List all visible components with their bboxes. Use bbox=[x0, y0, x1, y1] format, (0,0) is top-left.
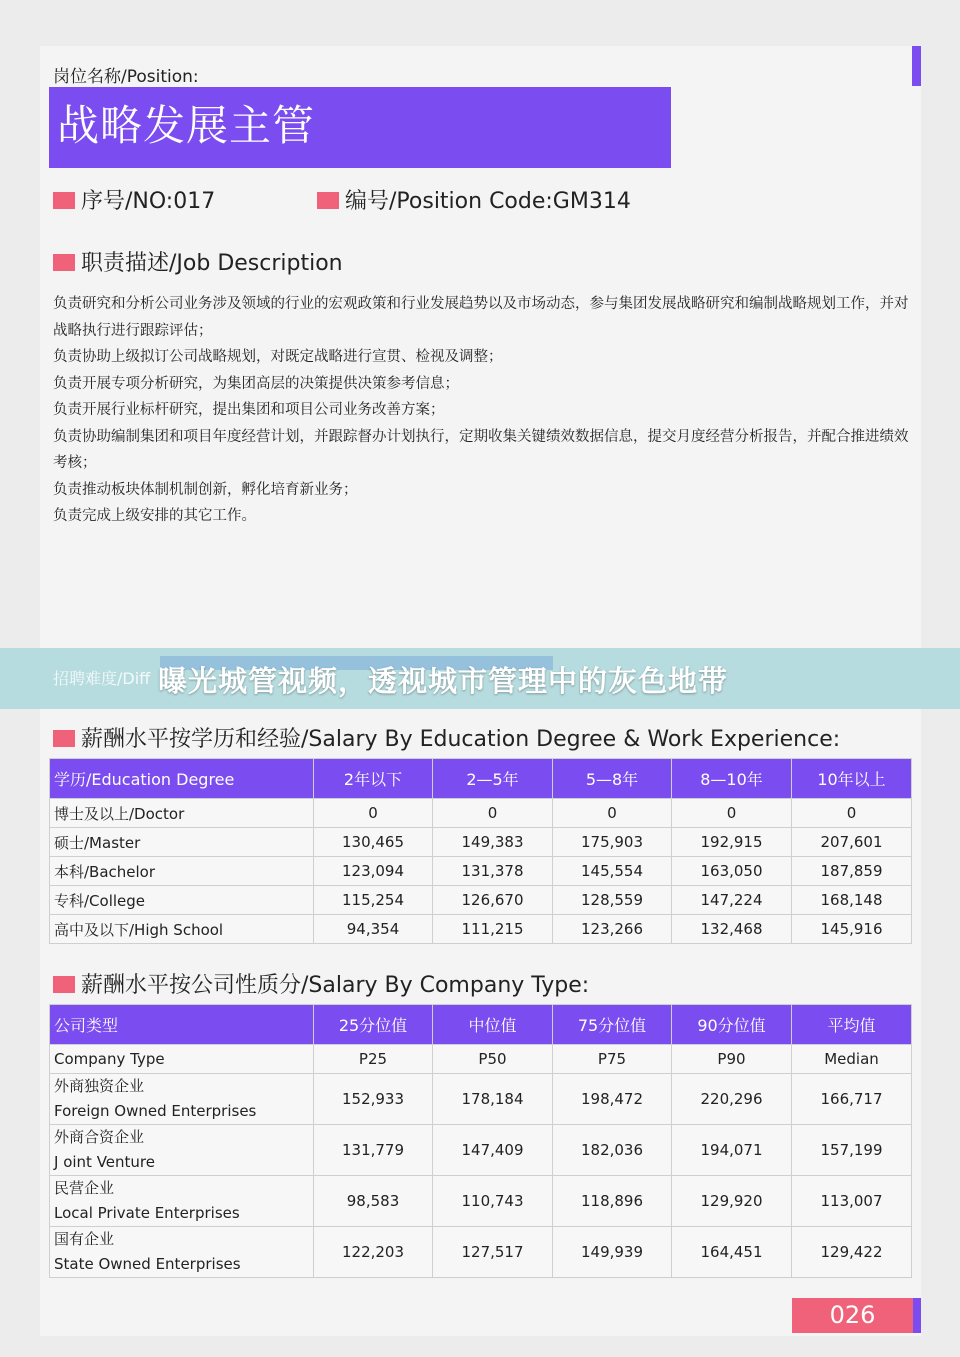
table-cell: 152,933 bbox=[314, 1074, 433, 1125]
table-cell: 145,916 bbox=[792, 915, 912, 944]
company-type-cell bbox=[50, 1074, 314, 1125]
table-row bbox=[50, 1074, 912, 1125]
table-cell: 220,296 bbox=[672, 1074, 792, 1125]
table-cell: 187,859 bbox=[792, 857, 912, 886]
column-header: 10年以上 bbox=[792, 759, 912, 799]
company-type-cn: 国有企业 bbox=[54, 1230, 115, 1248]
table-cell: P50 bbox=[433, 1045, 553, 1074]
position-label: 岗位名称/Position: bbox=[53, 67, 199, 87]
table-cell: 194,071 bbox=[672, 1125, 792, 1176]
table-cell: 129,422 bbox=[792, 1227, 912, 1278]
table-cell: 123,266 bbox=[553, 915, 672, 944]
serial-number-heading bbox=[53, 184, 215, 215]
square-bullet-icon bbox=[53, 254, 75, 271]
table-cell: 131,378 bbox=[433, 857, 553, 886]
job-description-list bbox=[53, 291, 913, 530]
corner-accent-bar bbox=[912, 46, 921, 86]
column-header: 学历/Education Degree bbox=[50, 759, 314, 799]
table-row bbox=[50, 1176, 912, 1227]
table-cell: 0 bbox=[672, 799, 792, 828]
table-cell: 127,517 bbox=[433, 1227, 553, 1278]
table-cell: 本科/Bachelor bbox=[50, 857, 314, 886]
company-type-en: Local Private Enterprises bbox=[54, 1204, 240, 1222]
column-header: 25分位值 bbox=[314, 1005, 433, 1045]
page-number-accent-bar bbox=[913, 1298, 921, 1333]
table-cell: 高中及以下/High School bbox=[50, 915, 314, 944]
position-code: 编号/Position Code:GM314 bbox=[345, 189, 631, 214]
table-cell: 149,383 bbox=[433, 828, 553, 857]
column-header: 2—5年 bbox=[433, 759, 553, 799]
table-cell: P75 bbox=[553, 1045, 672, 1074]
company-type-cn: 外商合资企业 bbox=[54, 1128, 145, 1146]
column-header: 75分位值 bbox=[553, 1005, 672, 1045]
banner-subtitle: 招聘难度/Diff bbox=[53, 669, 151, 688]
table-cell: 207,601 bbox=[792, 828, 912, 857]
company-type-cell bbox=[50, 1125, 314, 1176]
job-line: 负责协助编制集团和项目年度经营计划，并跟踪督办计划执行，定期收集关键绩效数据信息，提交月度经营分析报告，并配合推进绩效考核； bbox=[53, 428, 909, 471]
table-cell: 131,779 bbox=[314, 1125, 433, 1176]
table-cell: 128,559 bbox=[553, 886, 672, 915]
company-type-cell bbox=[50, 1227, 314, 1278]
table-cell: 94,354 bbox=[314, 915, 433, 944]
table-header-row bbox=[50, 1005, 912, 1045]
education-salary-heading bbox=[53, 722, 840, 753]
education-salary-title: 薪酬水平按学历和经验/Salary By Education Degree & Work Experience: bbox=[81, 727, 841, 752]
table-cell: 182,036 bbox=[553, 1125, 672, 1176]
table-cell: 132,468 bbox=[672, 915, 792, 944]
table-cell: 0 bbox=[314, 799, 433, 828]
company-salary-heading bbox=[53, 968, 589, 999]
table-cell: 163,050 bbox=[672, 857, 792, 886]
position-code-heading bbox=[317, 184, 631, 215]
table-row bbox=[50, 1125, 912, 1176]
company-salary-title: 薪酬水平按公司性质分/Salary By Company Type: bbox=[81, 973, 590, 998]
table-cell: 113,007 bbox=[792, 1176, 912, 1227]
table-row bbox=[50, 1227, 912, 1278]
table-cell: 硕士/Master bbox=[50, 828, 314, 857]
table-cell: 149,939 bbox=[553, 1227, 672, 1278]
table-header-row bbox=[50, 759, 912, 799]
table-cell: 0 bbox=[553, 799, 672, 828]
table-cell: 126,670 bbox=[433, 886, 553, 915]
job-description-title: 职责描述/Job Description bbox=[81, 251, 343, 276]
company-type-cell bbox=[50, 1176, 314, 1227]
company-type-en: State Owned Enterprises bbox=[54, 1255, 241, 1273]
table-cell: 168,148 bbox=[792, 886, 912, 915]
table-cell: 98,583 bbox=[314, 1176, 433, 1227]
table-cell: 192,915 bbox=[672, 828, 792, 857]
company-type-cn: 民营企业 bbox=[54, 1179, 115, 1197]
company-salary-table bbox=[49, 1004, 912, 1278]
table-cell: 129,920 bbox=[672, 1176, 792, 1227]
table-row bbox=[50, 915, 912, 944]
job-line: 负责开展行业标杆研究，提出集团和项目公司业务改善方案； bbox=[53, 402, 445, 418]
column-header: 中位值 bbox=[433, 1005, 553, 1045]
table-row bbox=[50, 828, 912, 857]
table-cell: 147,409 bbox=[433, 1125, 553, 1176]
job-line: 负责完成上级安排的其它工作。 bbox=[53, 508, 256, 524]
table-row bbox=[50, 857, 912, 886]
table-cell: 0 bbox=[792, 799, 912, 828]
table-cell: 130,465 bbox=[314, 828, 433, 857]
column-header: 公司类型 bbox=[50, 1005, 314, 1045]
column-header: 90分位值 bbox=[672, 1005, 792, 1045]
table-cell: 118,896 bbox=[553, 1176, 672, 1227]
serial-number: 序号/NO:017 bbox=[81, 189, 216, 214]
job-line: 负责研究和分析公司业务涉及领域的行业的宏观政策和行业发展趋势以及市场动态，参与集团发展战略研究和编制战略规划工作，并对战略执行进行跟踪评估； bbox=[53, 296, 909, 339]
education-salary-table bbox=[49, 758, 912, 944]
column-header: 平均值 bbox=[792, 1005, 912, 1045]
banner-title[interactable]: 曝光城管视频，透视城市管理中的灰色地带 bbox=[158, 664, 729, 698]
table-cell: 164,451 bbox=[672, 1227, 792, 1278]
table-cell: 专科/College bbox=[50, 886, 314, 915]
table-cell: 111,215 bbox=[433, 915, 553, 944]
table-cell: 145,554 bbox=[553, 857, 672, 886]
column-header: 5—8年 bbox=[553, 759, 672, 799]
table-cell: Company Type bbox=[50, 1045, 314, 1074]
company-type-en: Foreign Owned Enterprises bbox=[54, 1102, 257, 1120]
table-cell: 123,094 bbox=[314, 857, 433, 886]
square-bullet-icon bbox=[53, 976, 75, 993]
company-type-en: J oint Venture bbox=[54, 1153, 155, 1171]
table-subheader-row bbox=[50, 1045, 912, 1074]
table-cell: 157,199 bbox=[792, 1125, 912, 1176]
job-line: 负责开展专项分析研究，为集团高层的决策提供决策参考信息； bbox=[53, 375, 459, 392]
job-line: 负责推动板块体制机制创新，孵化培育新业务； bbox=[53, 481, 358, 498]
table-cell: 175,903 bbox=[553, 828, 672, 857]
table-cell: 博士及以上/Doctor bbox=[50, 799, 314, 828]
table-cell: 178,184 bbox=[433, 1074, 553, 1125]
square-bullet-icon bbox=[53, 730, 75, 747]
table-cell: P90 bbox=[672, 1045, 792, 1074]
table-cell: 122,203 bbox=[314, 1227, 433, 1278]
table-cell: 0 bbox=[433, 799, 553, 828]
table-cell: P25 bbox=[314, 1045, 433, 1074]
table-row bbox=[50, 886, 912, 915]
job-description-heading bbox=[53, 246, 343, 277]
page-number: 026 bbox=[792, 1298, 913, 1333]
square-bullet-icon bbox=[317, 192, 339, 209]
table-cell: 115,254 bbox=[314, 886, 433, 915]
column-header: 2年以下 bbox=[314, 759, 433, 799]
table-cell: 166,717 bbox=[792, 1074, 912, 1125]
table-cell: 110,743 bbox=[433, 1176, 553, 1227]
job-line: 负责协助上级拟订公司战略规划，对既定战略进行宣贯、检视及调整； bbox=[53, 349, 503, 365]
table-row bbox=[50, 799, 912, 828]
square-bullet-icon bbox=[53, 192, 75, 209]
column-header: 8—10年 bbox=[672, 759, 792, 799]
table-cell: 198,472 bbox=[553, 1074, 672, 1125]
company-type-cn: 外商独资企业 bbox=[54, 1077, 145, 1095]
position-title: 战略发展主管 bbox=[57, 101, 316, 150]
table-cell: Median bbox=[792, 1045, 912, 1074]
table-cell: 147,224 bbox=[672, 886, 792, 915]
